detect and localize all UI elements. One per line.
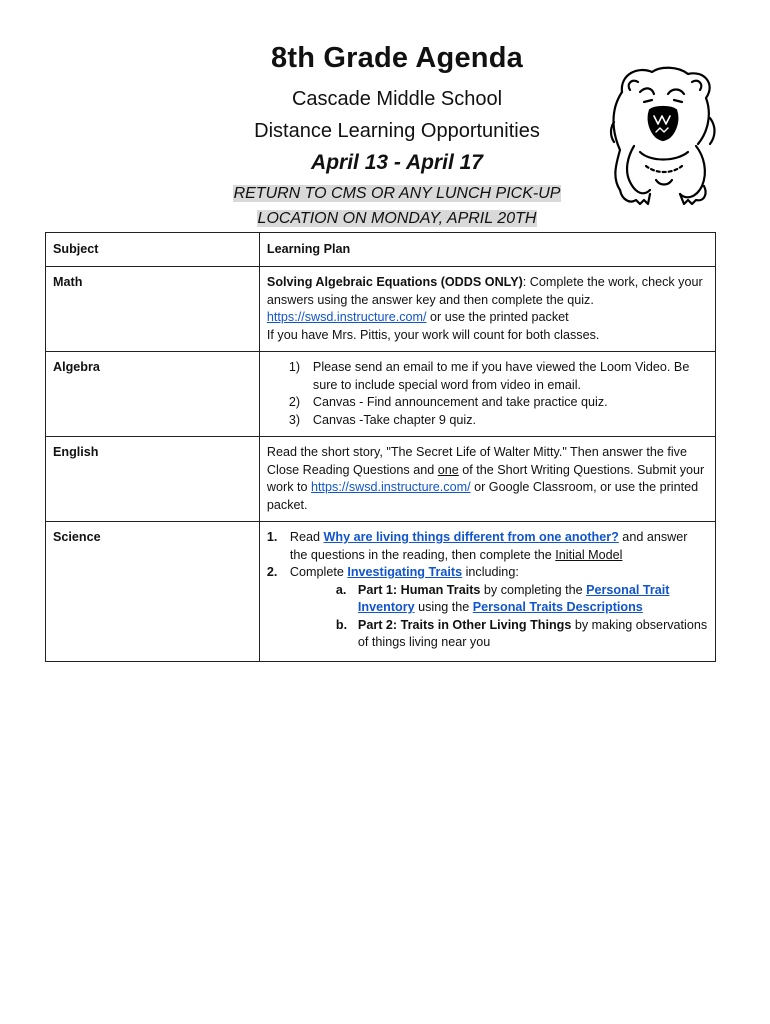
school-name: Cascade Middle School xyxy=(291,88,503,110)
agenda-table xyxy=(45,232,716,662)
bear-mascot-icon xyxy=(600,62,724,212)
science-item1-pre: Read xyxy=(289,530,324,544)
list-marker: 2. xyxy=(266,565,278,579)
list-item-text: Canvas - Find announcement and take practice quiz. xyxy=(312,395,608,409)
math-text3: If you have Mrs. Pittis, your work will count for both classes. xyxy=(266,327,600,342)
math-canvas-link[interactable]: https://swsd.instructure.com/ xyxy=(266,310,427,324)
return-notice xyxy=(216,181,578,231)
return-notice-line1: RETURN TO CMS OR ANY LUNCH PICK-UP xyxy=(233,185,561,202)
list-item xyxy=(266,529,708,564)
return-notice-line2: LOCATION ON MONDAY, APRIL 20TH xyxy=(257,210,537,227)
science-list xyxy=(267,529,708,652)
subject-math: Math xyxy=(46,267,260,352)
list-item xyxy=(288,394,708,412)
subject-english: English xyxy=(46,437,260,522)
page-title: 8th Grade Agenda xyxy=(271,42,523,74)
list-marker: 1) xyxy=(288,360,301,374)
program-name: Distance Learning Opportunities xyxy=(254,120,540,142)
list-marker: a. xyxy=(335,582,347,597)
list-item xyxy=(288,412,708,430)
plan-math xyxy=(259,267,715,352)
list-marker: b. xyxy=(335,617,348,632)
english-canvas-link[interactable]: https://swsd.instructure.com/ xyxy=(311,480,471,494)
table-row-math xyxy=(46,267,716,352)
science-item2-post: including: xyxy=(462,565,519,579)
table-header-row xyxy=(46,233,716,267)
math-text1: : Complete the work, check your answers using the answer key and then complete the quiz. xyxy=(266,275,703,307)
english-underlined: one xyxy=(437,462,459,477)
list-item-text: Please send an email to me if you have viewed the Loom Video. Be sure to include special word from video in email. xyxy=(312,360,690,392)
table-row-english xyxy=(46,437,716,522)
list-marker: 3) xyxy=(288,412,301,427)
header-subject: Subject xyxy=(46,233,260,267)
living-things-link[interactable]: Why are living things different from one another? xyxy=(323,530,619,544)
part2-post: by making observations of things living near you xyxy=(357,617,708,649)
english-text3: or Google Classroom, or use the printed packet. xyxy=(266,480,699,512)
list-item xyxy=(335,617,708,652)
part1-mid: by completing the xyxy=(480,582,587,597)
plan-algebra xyxy=(259,352,715,437)
part1-title: Part 1: Human Traits xyxy=(357,582,481,597)
table-row-algebra xyxy=(46,352,716,437)
part1-mid2: using the xyxy=(414,600,473,614)
list-item xyxy=(335,582,708,617)
list-item xyxy=(288,359,708,394)
list-marker: 2) xyxy=(288,395,301,409)
plan-english xyxy=(259,437,715,522)
personal-traits-descriptions-link[interactable]: Personal Traits Descriptions xyxy=(472,600,643,614)
science-item1-mid: and answer the questions in the reading, then complete the xyxy=(289,530,688,562)
math-lead: Solving Algebraic Equations (ODDS ONLY) xyxy=(266,275,523,289)
list-item-text: Canvas -Take chapter 9 quiz. xyxy=(312,412,477,427)
date-range: April 13 - April 17 xyxy=(311,151,483,174)
personal-trait-inventory-link[interactable]: Personal Trait Inventory xyxy=(357,582,670,614)
part2-title: Part 2: Traits in Other Living Things xyxy=(357,617,572,632)
table-row-science xyxy=(46,522,716,662)
science-item2-pre: Complete xyxy=(289,565,348,579)
subject-algebra: Algebra xyxy=(46,352,260,437)
math-text2: or use the printed packet xyxy=(426,310,569,324)
subject-science: Science xyxy=(46,522,260,662)
investigating-traits-link[interactable]: Investigating Traits xyxy=(347,565,463,579)
initial-model-link[interactable]: Initial Model xyxy=(555,547,623,562)
plan-science xyxy=(259,522,715,662)
english-text1: Read the short story, "The Secret Life of Walter Mitty." Then answer the five Close Reading Questions and xyxy=(266,445,687,477)
list-marker: 1. xyxy=(266,530,278,544)
science-sublist xyxy=(290,582,708,652)
algebra-list xyxy=(267,359,708,429)
english-text2: of the Short Writing Questions. Submit your work to xyxy=(266,462,705,494)
header-learning-plan: Learning Plan xyxy=(259,233,715,267)
list-item xyxy=(266,564,708,652)
